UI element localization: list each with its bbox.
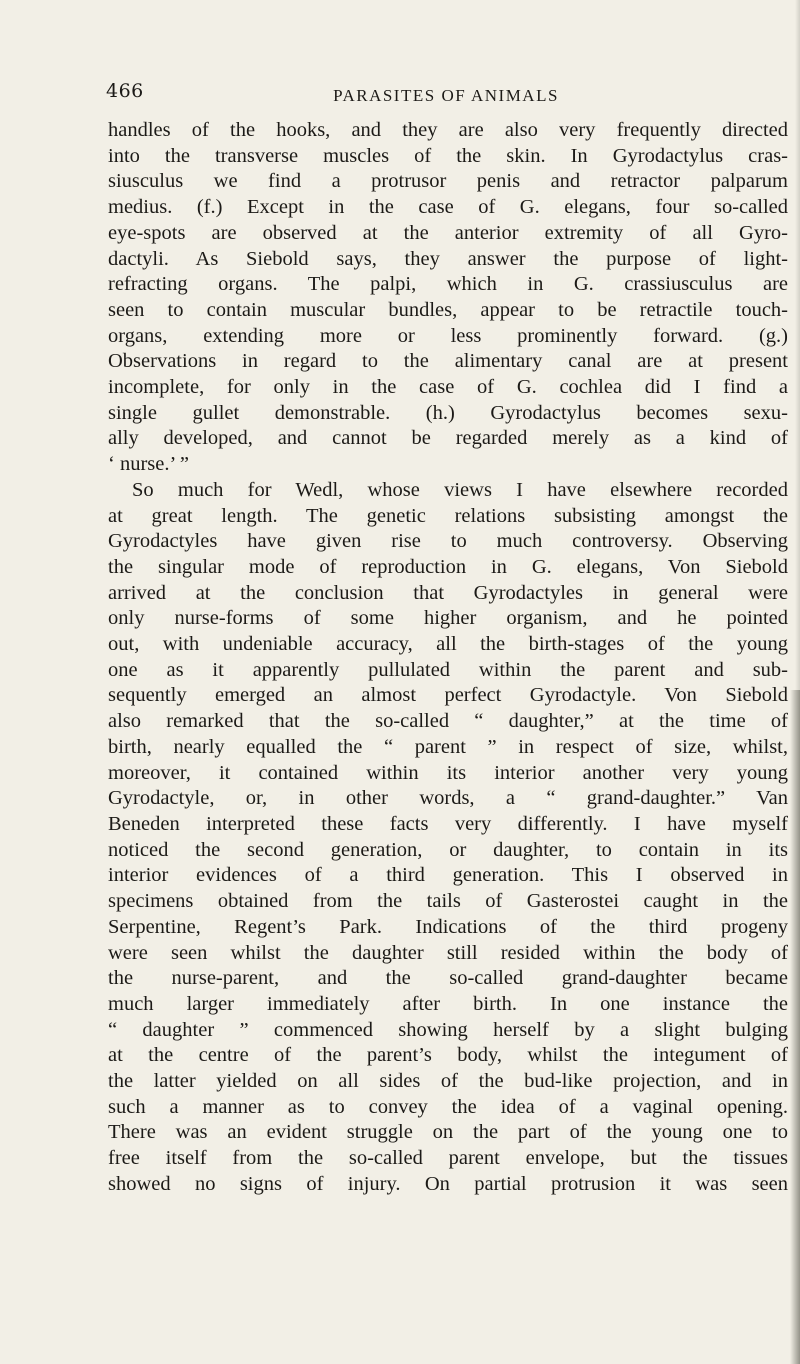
text-line: specimens obtained from the tails of Gasterostei caught in the bbox=[108, 890, 788, 913]
text-line: interior evidences of a third generation. This I observed in bbox=[108, 864, 788, 887]
text-line: free itself from the so-called parent envelope, but the tissues bbox=[108, 1147, 788, 1170]
text-line: arrived at the conclusion that Gyrodactyles in general were bbox=[108, 581, 788, 604]
text-line: the latter yielded on all sides of the bud-like projection, and in bbox=[108, 1070, 788, 1093]
page-header bbox=[106, 80, 786, 116]
text-line: the nurse-parent, and the so-called grand-daughter became bbox=[108, 967, 788, 990]
text-line: siusculus we find a protrusor penis and retractor palparum bbox=[108, 170, 788, 193]
text-line: organs, extending more or less prominently forward. (g.) bbox=[108, 324, 788, 347]
text-line: into the transverse muscles of the skin. In Gyrodactylus cras- bbox=[108, 144, 788, 167]
body-text bbox=[108, 118, 788, 1198]
text-line: out, with undeniable accuracy, all the birth-stages of the young bbox=[108, 633, 788, 656]
text-line: “ daughter ” commenced showing herself by a slight bulging bbox=[108, 1018, 788, 1041]
text-line: dactyli. As Siebold says, they answer the purpose of light- bbox=[108, 247, 788, 270]
text-line: ally developed, and cannot be regarded merely as a kind of bbox=[108, 427, 788, 450]
page-edge-shadow bbox=[790, 690, 800, 1364]
text-line: single gullet demonstrable. (h.) Gyrodactylus becomes sexu- bbox=[108, 401, 788, 424]
text-line: one as it apparently pullulated within the parent and sub- bbox=[108, 658, 788, 681]
text-line: at great length. The genetic relations subsisting amongst the bbox=[108, 504, 788, 527]
text-line: much larger immediately after birth. In one instance the bbox=[108, 992, 788, 1015]
text-line: medius. (f.) Except in the case of G. elegans, four so-called bbox=[108, 196, 788, 219]
text-line: handles of the hooks, and they are also very frequently directed bbox=[108, 119, 788, 141]
text-line: Gyrodactyle, or, in other words, a “ grand-daughter.” Van bbox=[108, 787, 788, 810]
text-line: Gyrodactyles have given rise to much controversy. Observing bbox=[108, 530, 788, 553]
text-line: incomplete, for only in the case of G. cochlea did I find a bbox=[108, 376, 788, 399]
text-line: noticed the second generation, or daughter, to contain in its bbox=[108, 838, 788, 861]
text-line: at the centre of the parent’s body, whilst the integument of bbox=[108, 1044, 788, 1067]
text-line: eye-spots are observed at the anterior extremity of all Gyro- bbox=[108, 221, 788, 244]
text-line: also remarked that the so-called “ daughter,” at the time of bbox=[108, 710, 788, 733]
text-line: only nurse-forms of some higher organism, and he pointed bbox=[108, 607, 788, 630]
text-line: So much for Wedl, whose views I have elsewhere recorded bbox=[132, 478, 788, 501]
text-line: such a manner as to convey the idea of a vaginal opening. bbox=[108, 1095, 788, 1118]
text-line: the singular mode of reproduction in G. elegans, Von Siebold bbox=[108, 555, 788, 578]
text-line: seen to contain muscular bundles, appear to be retractile touch- bbox=[108, 298, 788, 321]
text-line: birth, nearly equalled the “ parent ” in respect of size, whilst, bbox=[108, 735, 788, 758]
text-line: refracting organs. The palpi, which in G. crassiusculus are bbox=[108, 273, 788, 296]
text-line: ‘ nurse.’ ” bbox=[108, 453, 190, 476]
text-line: were seen whilst the daughter still resided within the body of bbox=[108, 941, 788, 964]
text-line: showed no signs of injury. On partial protrusion it was seen bbox=[108, 1172, 788, 1195]
text-line: Beneden interpreted these facts very differently. I have myself bbox=[108, 812, 788, 835]
page-edge-shadow bbox=[795, 0, 800, 690]
page-number: 466 bbox=[106, 80, 144, 102]
text-line: Observations in regard to the alimentary canal are at present bbox=[108, 350, 788, 373]
text-line: sequently emerged an almost perfect Gyrodactyle. Von Siebold bbox=[108, 684, 788, 707]
text-line: There was an evident struggle on the part of the young one to bbox=[108, 1121, 788, 1144]
running-head: PARASITES OF ANIMALS bbox=[333, 86, 559, 105]
text-line: moreover, it contained within its interior another very young bbox=[108, 761, 788, 784]
text-line: Serpentine, Regent’s Park. Indications of the third progeny bbox=[108, 915, 788, 938]
